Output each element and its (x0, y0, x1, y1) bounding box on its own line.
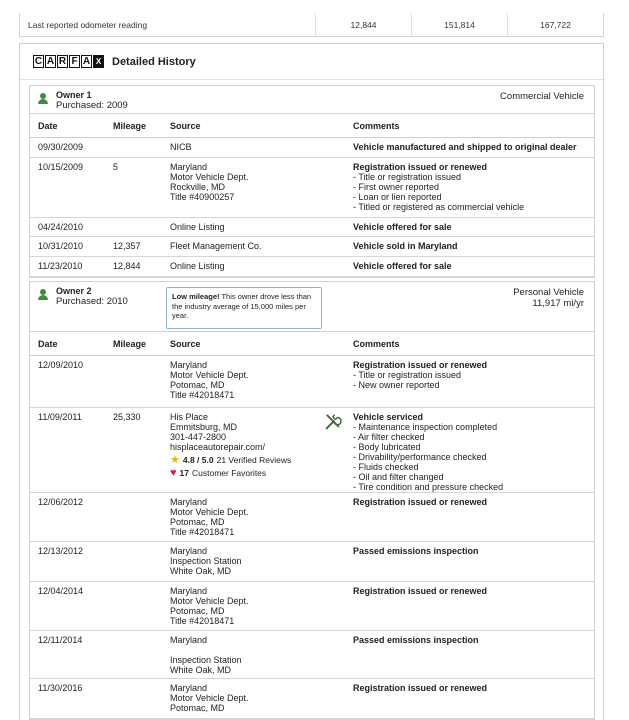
source-line (170, 645, 320, 655)
record-comments (353, 546, 594, 581)
record-comments (353, 497, 594, 541)
comment-detail: - Fluids checked (353, 462, 594, 472)
history-record-row (30, 237, 594, 257)
comment-title: Registration issued or renewed (353, 586, 488, 596)
record-source (170, 586, 320, 630)
owner-vehicle-type (513, 287, 584, 309)
history-record-row (30, 158, 594, 218)
comment-detail: - Oil and filter changed (353, 472, 594, 482)
owner-purchased: Purchased: 2010 (56, 296, 128, 307)
source-line: Title #40900257 (170, 192, 235, 202)
record-mileage (113, 683, 170, 718)
comment-title: Vehicle offered for sale (353, 261, 452, 271)
owner-1-header (30, 86, 594, 114)
logo-letter: C (34, 56, 43, 67)
source-line: His Place (170, 412, 209, 422)
comment-detail: - Tire condition and pressure checked (353, 482, 594, 492)
history-record-row (30, 542, 594, 582)
record-comments (353, 142, 594, 157)
vehicle-type-label: Personal Vehicle (513, 287, 584, 298)
comment-detail: - Drivability/performance checked (353, 452, 594, 462)
odometer-value: 167,722 (507, 13, 603, 36)
logo-letter: A (82, 56, 91, 67)
source-line: Potomac, MD (170, 606, 225, 616)
owner-1-card (29, 85, 595, 278)
source-line: Potomac, MD (170, 517, 225, 527)
logo-letter: X (93, 55, 104, 68)
col-date: Date (38, 338, 58, 349)
carfax-logo (33, 55, 104, 68)
record-mileage: 12,844 (113, 261, 141, 271)
source-line: Potomac, MD (170, 380, 225, 390)
logo-letter: R (58, 56, 67, 67)
source-line: Motor Vehicle Dept. (170, 693, 249, 703)
comment-title: Registration issued or renewed (353, 497, 488, 507)
odometer-value: 12,844 (315, 13, 411, 36)
source-line: Title #42018471 (170, 616, 235, 626)
heart-icon: ♥ (170, 467, 177, 479)
record-mileage (113, 586, 170, 630)
comment-detail: - Maintenance inspection completed (353, 422, 594, 432)
history-record-row (30, 408, 594, 493)
record-date: 09/30/2009 (38, 142, 84, 152)
record-source (170, 497, 320, 541)
col-source: Source (170, 120, 201, 131)
source-line: Online Listing (170, 261, 225, 271)
column-header (30, 114, 594, 138)
comment-title: Passed emissions inspection (353, 635, 479, 645)
record-comments (353, 261, 594, 276)
source-line: Maryland (170, 497, 208, 507)
record-comments (353, 683, 594, 718)
source-line: Motor Vehicle Dept. (170, 507, 249, 517)
record-mileage (113, 546, 170, 581)
comment-title: Registration issued or renewed (353, 162, 488, 172)
record-source (170, 546, 320, 581)
owner-name: Owner 2 (56, 286, 92, 296)
customer-favorites (170, 468, 320, 478)
source-line: Potomac, MD (170, 703, 225, 713)
comment-detail: - Title or registration issued (353, 370, 594, 380)
miles-per-year: 11,917 mi/yr (532, 298, 584, 309)
record-date: 10/15/2009 (38, 162, 84, 172)
owner-name: Owner 1 (56, 90, 92, 100)
source-line: Motor Vehicle Dept. (170, 370, 249, 380)
source-line: Online Listing (170, 222, 225, 232)
low-mileage-tooltip (166, 287, 322, 329)
source-line: Maryland (170, 360, 208, 370)
record-mileage (113, 142, 170, 157)
comment-detail: - Body lubricated (353, 442, 594, 452)
history-record-row (30, 356, 594, 408)
rating-value: 4.8 / 5.0 (182, 455, 214, 465)
record-date: 11/09/2011 (38, 412, 82, 422)
tooltip-bold: Low mileage! (172, 292, 220, 301)
record-comments (353, 360, 594, 407)
source-line: Emmitsburg, MD (170, 422, 238, 432)
record-mileage (113, 360, 170, 407)
record-date: 12/06/2012 (38, 497, 84, 507)
record-date: 12/04/2014 (38, 586, 84, 596)
col-source: Source (170, 338, 201, 349)
source-line: Title #42018471 (170, 527, 235, 537)
odometer-value: 151,814 (411, 13, 507, 36)
record-mileage (113, 497, 170, 541)
col-mileage: Mileage (113, 338, 147, 349)
logo-letter: A (46, 56, 55, 67)
source-line: Maryland (170, 683, 208, 693)
comment-title: Vehicle sold in Maryland (353, 241, 458, 251)
shop-rating[interactable] (170, 455, 320, 465)
source-line: Fleet Management Co. (170, 241, 262, 251)
comment-detail: - First owner reported (353, 182, 594, 192)
record-date: 12/09/2010 (38, 360, 84, 370)
source-line: Motor Vehicle Dept. (170, 172, 249, 182)
history-record-row (30, 138, 594, 158)
history-record-row (30, 631, 594, 679)
owner-2-card (29, 281, 595, 720)
source-line: White Oak, MD (170, 665, 232, 675)
source-line[interactable]: hisplaceautorepair.com/ (170, 442, 266, 452)
source-line: NICB (170, 142, 192, 152)
wrench-icon (324, 413, 342, 431)
favorites-label: Customer Favorites (192, 468, 267, 478)
source-line: White Oak, MD (170, 566, 232, 576)
source-line: Motor Vehicle Dept. (170, 596, 249, 606)
comment-detail: - Titled or registered as commercial vehicle (353, 202, 594, 212)
comment-title: Vehicle offered for sale (353, 222, 452, 232)
record-source (170, 412, 320, 492)
owner-icon (38, 93, 48, 105)
comment-title: Registration issued or renewed (353, 360, 488, 370)
odometer-label: Last reported odometer reading (28, 19, 148, 30)
comment-title: Passed emissions inspection (353, 546, 479, 556)
comment-title: Vehicle serviced (353, 412, 424, 422)
owner-purchased: Purchased: 2009 (56, 100, 128, 111)
record-source (170, 222, 320, 236)
record-comments (353, 412, 594, 492)
reviews-count: 21 Verified Reviews (216, 455, 292, 465)
comment-title: Registration issued or renewed (353, 683, 488, 693)
record-date: 12/11/2014 (38, 635, 83, 645)
detailed-history-section (19, 43, 604, 720)
record-mileage (113, 222, 170, 236)
record-comments (353, 241, 594, 256)
comment-title: Vehicle manufactured and shipped to original dealer (353, 142, 577, 152)
record-mileage: 25,330 (113, 412, 141, 422)
logo-letter: F (69, 55, 80, 68)
odometer-row (19, 13, 604, 37)
record-date: 11/23/2010 (38, 261, 83, 271)
record-mileage: 12,357 (113, 241, 141, 251)
source-line: Inspection Station (170, 655, 242, 665)
star-icon: ★ (170, 454, 180, 466)
record-source (170, 142, 320, 157)
record-comments (353, 586, 594, 630)
history-record-row (30, 218, 594, 237)
source-line: Maryland (170, 162, 208, 172)
record-comments (353, 162, 594, 217)
col-mileage: Mileage (113, 120, 147, 131)
record-comments (353, 635, 594, 678)
record-source (170, 162, 320, 217)
comment-detail: - Title or registration issued (353, 172, 594, 182)
history-record-row (30, 582, 594, 631)
comment-detail: - New owner reported (353, 380, 594, 390)
source-line: Title #42018471 (170, 390, 235, 400)
record-source (170, 241, 320, 256)
record-source (170, 261, 320, 276)
comment-detail: - Air filter checked (353, 432, 594, 442)
source-line: Maryland (170, 635, 208, 645)
history-record-row (30, 257, 594, 277)
tooltip-text: This owner drove less than the industry average of 15,000 miles per year. (172, 292, 312, 320)
record-source (170, 683, 320, 718)
history-record-row (30, 493, 594, 542)
col-comments: Comments (353, 120, 400, 131)
record-date: 04/24/2010 (38, 222, 84, 232)
source-line: Rockville, MD (170, 182, 226, 192)
owner-vehicle-type: Commercial Vehicle (500, 91, 584, 102)
record-source (170, 635, 320, 678)
col-date: Date (38, 120, 58, 131)
source-line: 301-447-2800 (170, 432, 227, 442)
col-comments: Comments (353, 338, 400, 349)
source-line: Maryland (170, 546, 208, 556)
source-line: Maryland (170, 586, 208, 596)
record-mileage (113, 635, 170, 678)
column-header (30, 332, 594, 356)
owner-2-header (30, 282, 594, 332)
history-header (20, 44, 603, 80)
record-source (170, 360, 320, 407)
history-title: Detailed History (112, 55, 196, 68)
source-line: Inspection Station (170, 556, 242, 566)
favorites-count: 17 (179, 468, 189, 478)
record-date: 11/30/2016 (38, 683, 83, 693)
owner-icon (38, 289, 48, 301)
record-mileage: 5 (113, 162, 119, 172)
record-date: 10/31/2010 (38, 241, 84, 251)
comment-detail: - Loan or lien reported (353, 192, 594, 202)
history-record-row (30, 679, 594, 719)
record-comments (353, 222, 594, 236)
record-date: 12/13/2012 (38, 546, 84, 556)
